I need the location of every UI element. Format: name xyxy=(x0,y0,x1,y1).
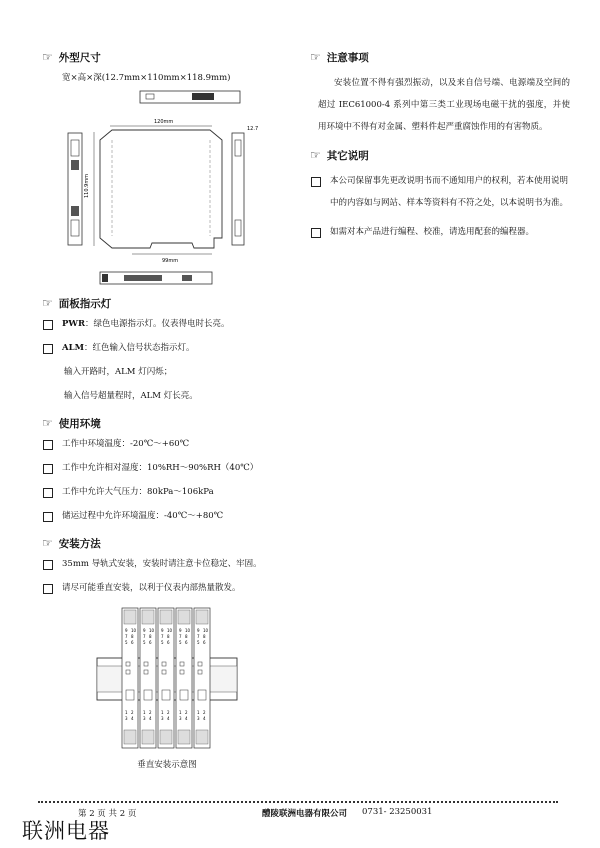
dim-bottom-label: 99mm xyxy=(162,258,179,264)
pwr-item xyxy=(42,318,292,330)
terminal-number: 3 xyxy=(197,716,200,721)
other-title: 其它说明 xyxy=(326,149,369,162)
env-item-text: 工作中环境温度：-20℃～+60℃ xyxy=(62,439,190,449)
terminal-number: 7 xyxy=(197,634,200,639)
din-rail-installation-figure xyxy=(42,606,292,756)
terminal-number: 10 xyxy=(131,628,137,633)
terminal-number: 7 xyxy=(179,634,182,639)
terminal-number: 10 xyxy=(185,628,191,633)
company-phone: 0731- 23250031 xyxy=(362,807,433,817)
other-item xyxy=(310,226,570,238)
alm-item xyxy=(42,342,292,354)
terminal-number: 9 xyxy=(143,628,146,633)
module-bottom-connector xyxy=(196,730,208,744)
module-bottom-connector xyxy=(124,730,136,744)
indicators-title: 面板指示灯 xyxy=(58,297,112,310)
terminal-number: 3 xyxy=(125,716,128,721)
terminal-number: 6 xyxy=(185,640,188,645)
checkbox-icon xyxy=(311,177,321,187)
installation-heading xyxy=(42,536,292,550)
terminal-number: 6 xyxy=(167,640,170,645)
module-bottom-connector xyxy=(178,730,190,744)
dimension-drawing xyxy=(42,88,292,288)
terminal-number: 1 xyxy=(179,710,182,715)
terminal-number: 3 xyxy=(179,716,182,721)
terminal-number: 7 xyxy=(125,634,128,639)
figure-caption: 垂直安装示意图 xyxy=(137,760,197,770)
terminal-number: 1 xyxy=(143,710,146,715)
install-item-text: 请尽可能垂直安装，以利于仪表内部热量散发。 xyxy=(62,583,241,593)
terminal-number: 5 xyxy=(161,640,164,645)
dimensions-title: 外型尺寸 xyxy=(58,51,101,64)
module-top-connector xyxy=(142,610,154,624)
terminal-number: 6 xyxy=(203,640,206,645)
terminal-number: 8 xyxy=(203,634,206,639)
pwr-label: PWR xyxy=(62,319,86,329)
checkbox-icon xyxy=(43,584,53,594)
env-item-text: 工作中允许相对湿度：10%RH～90%RH（40℃） xyxy=(62,463,259,473)
terminal-number: 6 xyxy=(131,640,134,645)
terminal-number: 5 xyxy=(197,640,200,645)
checkbox-icon xyxy=(43,560,53,570)
footer-divider xyxy=(38,801,558,803)
terminal-number: 10 xyxy=(149,628,155,633)
pointing-hand-icon: ☞ xyxy=(42,536,53,550)
other-item xyxy=(310,170,570,214)
checkbox-icon xyxy=(311,228,321,238)
terminal-number: 8 xyxy=(131,634,134,639)
company-name: 醴陵联洲电器有限公司 xyxy=(262,809,348,819)
env-item-text: 储运过程中允许环境温度：-40℃～+80℃ xyxy=(62,511,224,521)
pwr-desc: ：绿色电源指示灯。仪表得电时长亮。 xyxy=(85,319,230,329)
env-item xyxy=(42,462,292,474)
module-top-connector xyxy=(178,610,190,624)
dim-height-label: 110.9mm xyxy=(84,173,90,198)
terminal-number: 1 xyxy=(161,710,164,715)
other-item-text: 如需对本产品进行编程、校准，请选用配套的编程器。 xyxy=(330,227,535,237)
installation-title: 安装方法 xyxy=(58,537,101,550)
dimensions-text: 宽×高×深(12.7mm×110mm×118.9mm) xyxy=(62,73,231,83)
other-heading xyxy=(310,148,570,162)
environment-title: 使用环境 xyxy=(58,417,101,430)
terminal-number: 5 xyxy=(179,640,182,645)
terminal-number: 8 xyxy=(185,634,188,639)
module-top-connector xyxy=(160,610,172,624)
dim-width-label: 120mm xyxy=(154,119,174,125)
module-bottom-connector xyxy=(160,730,172,744)
terminal-number: 2 xyxy=(203,710,206,715)
checkbox-icon xyxy=(43,344,53,354)
terminal-number: 4 xyxy=(185,716,188,721)
checkbox-icon xyxy=(43,440,53,450)
env-item-text: 工作中允许大气压力：80kPa～106kPa xyxy=(62,487,214,497)
module-top-connector xyxy=(196,610,208,624)
pointing-hand-icon: ☞ xyxy=(42,416,53,430)
brand-logo-text: 联洲电器 xyxy=(22,819,110,843)
terminal-number: 2 xyxy=(149,710,152,715)
other-item-text: 本公司保留事先更改说明书而不通知用户的权利，若本使用说明中的内容如与网站、样本等资料有不符之处，以本说明书为准。 xyxy=(330,176,569,208)
terminal-number: 4 xyxy=(167,716,170,721)
checkbox-icon xyxy=(43,320,53,330)
pointing-hand-icon: ☞ xyxy=(42,296,53,310)
alm-line-1: 输入开路时，ALM 灯闪烁； xyxy=(64,367,173,377)
terminal-number: 2 xyxy=(131,710,134,715)
dimensions-heading xyxy=(42,50,292,64)
checkbox-icon xyxy=(43,464,53,474)
notes-text: 安装位置不得有强烈振动，以及来自信号端、电源端及空间的超过 IEC61000-4 系列中第三类工业现场电磁干扰的强度，并使用环境中不得有对金属、塑料件起严重腐蚀作用的有害物质。 xyxy=(318,78,570,132)
terminal-number: 10 xyxy=(203,628,209,633)
terminal-number: 5 xyxy=(125,640,128,645)
pointing-hand-icon: ☞ xyxy=(310,50,321,64)
module-top-connector xyxy=(124,610,136,624)
install-item xyxy=(42,582,292,594)
indicators-heading xyxy=(42,296,292,310)
env-item xyxy=(42,486,292,498)
pointing-hand-icon: ☞ xyxy=(310,148,321,162)
alm-desc: ：红色输入信号状态指示灯。 xyxy=(83,343,195,353)
environment-heading xyxy=(42,416,292,430)
pointing-hand-icon: ☞ xyxy=(42,50,53,64)
alm-label: ALM xyxy=(62,343,84,353)
install-item xyxy=(42,558,292,570)
alm-line-2: 输入信号超量程时，ALM 灯长亮。 xyxy=(64,391,198,401)
terminal-number: 8 xyxy=(167,634,170,639)
dim-side-label: 12.7 xyxy=(247,126,259,132)
env-item xyxy=(42,438,292,450)
terminal-number: 10 xyxy=(167,628,173,633)
left-column xyxy=(42,50,292,770)
terminal-number: 9 xyxy=(197,628,200,633)
terminal-number: 9 xyxy=(161,628,164,633)
terminal-number: 7 xyxy=(143,634,146,639)
env-item xyxy=(42,510,292,522)
terminal-number: 3 xyxy=(161,716,164,721)
checkbox-icon xyxy=(43,488,53,498)
terminal-number: 9 xyxy=(179,628,182,633)
module-bottom-connector xyxy=(142,730,154,744)
terminal-number: 4 xyxy=(149,716,152,721)
page-number: 第 2 页 共 2 页 xyxy=(78,809,137,819)
terminal-number: 8 xyxy=(149,634,152,639)
terminal-number: 3 xyxy=(143,716,146,721)
install-item-text: 35mm 导轨式安装，安装时请注意卡位稳定、牢固。 xyxy=(62,559,262,569)
notes-heading xyxy=(310,50,570,64)
terminal-number: 9 xyxy=(125,628,128,633)
terminal-number: 2 xyxy=(185,710,188,715)
checkbox-icon xyxy=(43,512,53,522)
terminal-number: 1 xyxy=(197,710,200,715)
terminal-number: 6 xyxy=(149,640,152,645)
terminal-number: 4 xyxy=(203,716,206,721)
terminal-number: 2 xyxy=(167,710,170,715)
terminal-number: 1 xyxy=(125,710,128,715)
terminal-number: 5 xyxy=(143,640,146,645)
terminal-number: 4 xyxy=(131,716,134,721)
terminal-number: 7 xyxy=(161,634,164,639)
right-column xyxy=(310,50,570,250)
notes-title: 注意事项 xyxy=(326,51,369,64)
